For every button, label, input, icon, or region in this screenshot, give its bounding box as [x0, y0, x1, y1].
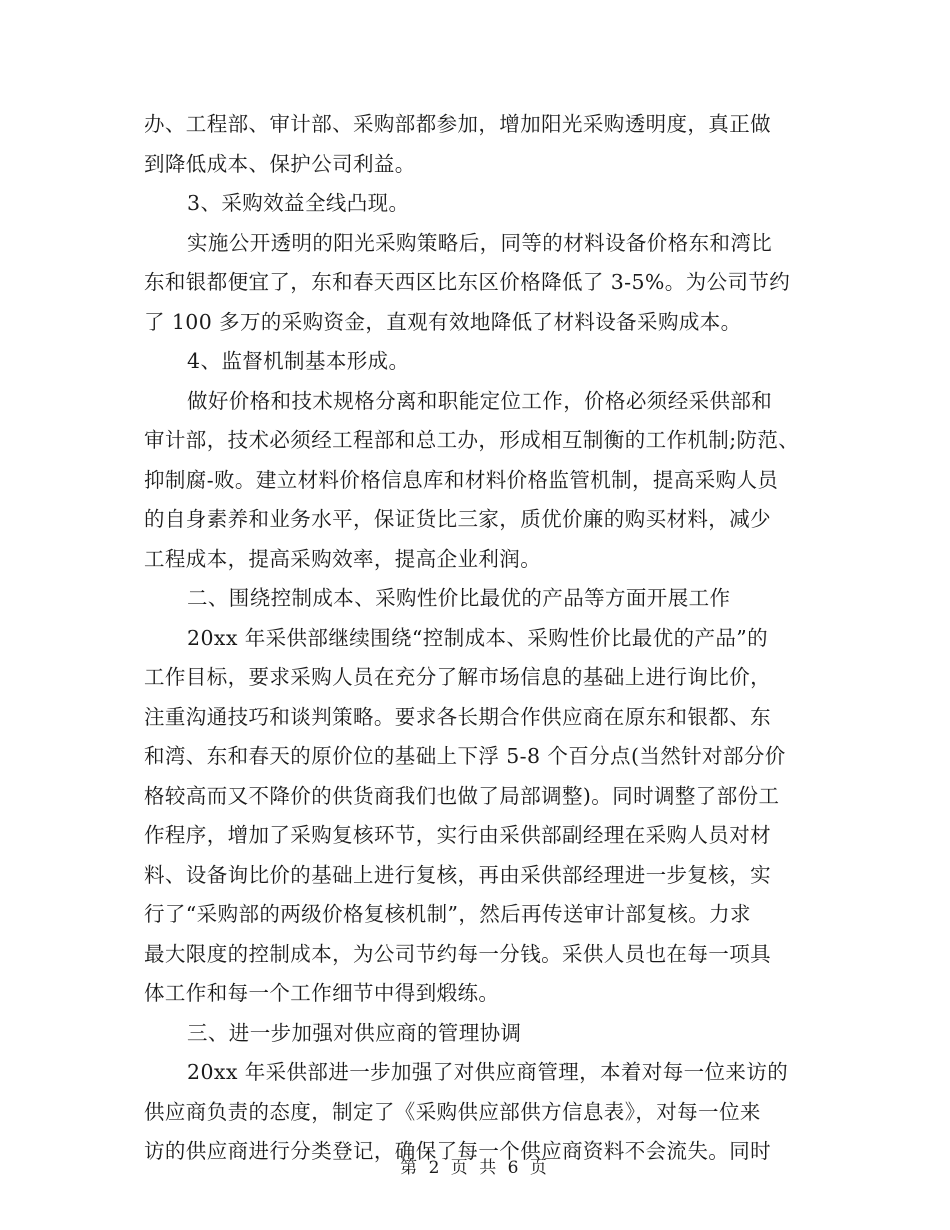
text-line: 三、进一步加强对供应商的管理协调 [187, 1020, 522, 1045]
text-line: 到降低成本、保护公司利益。 [144, 151, 416, 176]
text-line: 和湾、东和春天的原价位的基础上下浮 5-8 个百分点(当然针对部分价 [144, 744, 786, 768]
text-line: 工程成本，提高采购效率，提高企业利润。 [144, 546, 542, 571]
text-line: 二、围绕控制成本、采购性价比最优的产品等方面开展工作 [187, 586, 731, 610]
text-line: 抑制腐-败。建立材料价格信息库和材料价格监管机制，提高采购人员 [144, 467, 779, 492]
text-line: 体工作和每一个工作细节中得到煅练。 [144, 981, 500, 1005]
text-line: 访的供应商进行分类登记，确保了每一个供应商资料不会流失。同时 [144, 1139, 771, 1163]
text-line: 注重沟通技巧和谈判策略。要求各长期合作供应商在原东和银都、东 [144, 704, 771, 729]
document-body [144, 105, 824, 1172]
text-line: 作程序，增加了采购复核环节，实行由采供部副经理在采购人员对材 [144, 823, 771, 847]
text-line: 最大限度的控制成本，为公司节约每一分钱。采供人员也在每一项具 [144, 941, 771, 966]
text-line: 东和银都便宜了，东和春天西区比东区价格降低了 3-5%。为公司节约 [144, 270, 791, 294]
text-line: 办、工程部、审计部、采购部都参加，增加阳光采购透明度，真正做 [144, 112, 771, 136]
text-line: 料、设备询比价的基础上进行复核，再由采供部经理进一步复核，实 [144, 862, 771, 887]
text-line: 20xx 年采供部进一步加强了对供应商管理，本着对每一位来访的 [187, 1060, 789, 1084]
text-line: 了 100 多万的采购资金，直观有效地降低了材料设备采购成本。 [144, 309, 742, 334]
text-line: 的自身素养和业务水平，保证货比三家，质优价廉的购买材料，减少 [144, 507, 771, 531]
text-line: 供应商负责的态度，制定了《采购供应部供方信息表》，对每一位来 [144, 1099, 761, 1124]
text-line: 格较高而又不降价的供货商我们也做了局部调整)。同时调整了部份工 [144, 783, 780, 808]
text-line: 审计部，技术必须经工程部和总工办，形成相互制衡的工作机制;防范、 [144, 428, 800, 452]
text-line: 4、监督机制基本形成。 [187, 349, 410, 373]
text-line: 做好价格和技术规格分离和职能定位工作，价格必须经采供部和 [187, 388, 773, 413]
text-line: 实施公开透明的阳光采购策略后，同等的材料设备价格东和湾比 [187, 230, 773, 255]
text-line: 3、采购效益全线凸现。 [187, 191, 410, 215]
text-line: 20xx 年采供部继续围绕“控制成本、采购性价比最优的产品”的 [187, 625, 769, 650]
text-line: 行了“采购部的两级价格复核机制”，然后再传送审计部复核。力求 [144, 902, 751, 926]
text-line: 工作目标，要求采购人员在充分了解市场信息的基础上进行询比价， [144, 665, 771, 689]
page-footer: 第 2 页 共 6 页 [400, 1158, 550, 1178]
